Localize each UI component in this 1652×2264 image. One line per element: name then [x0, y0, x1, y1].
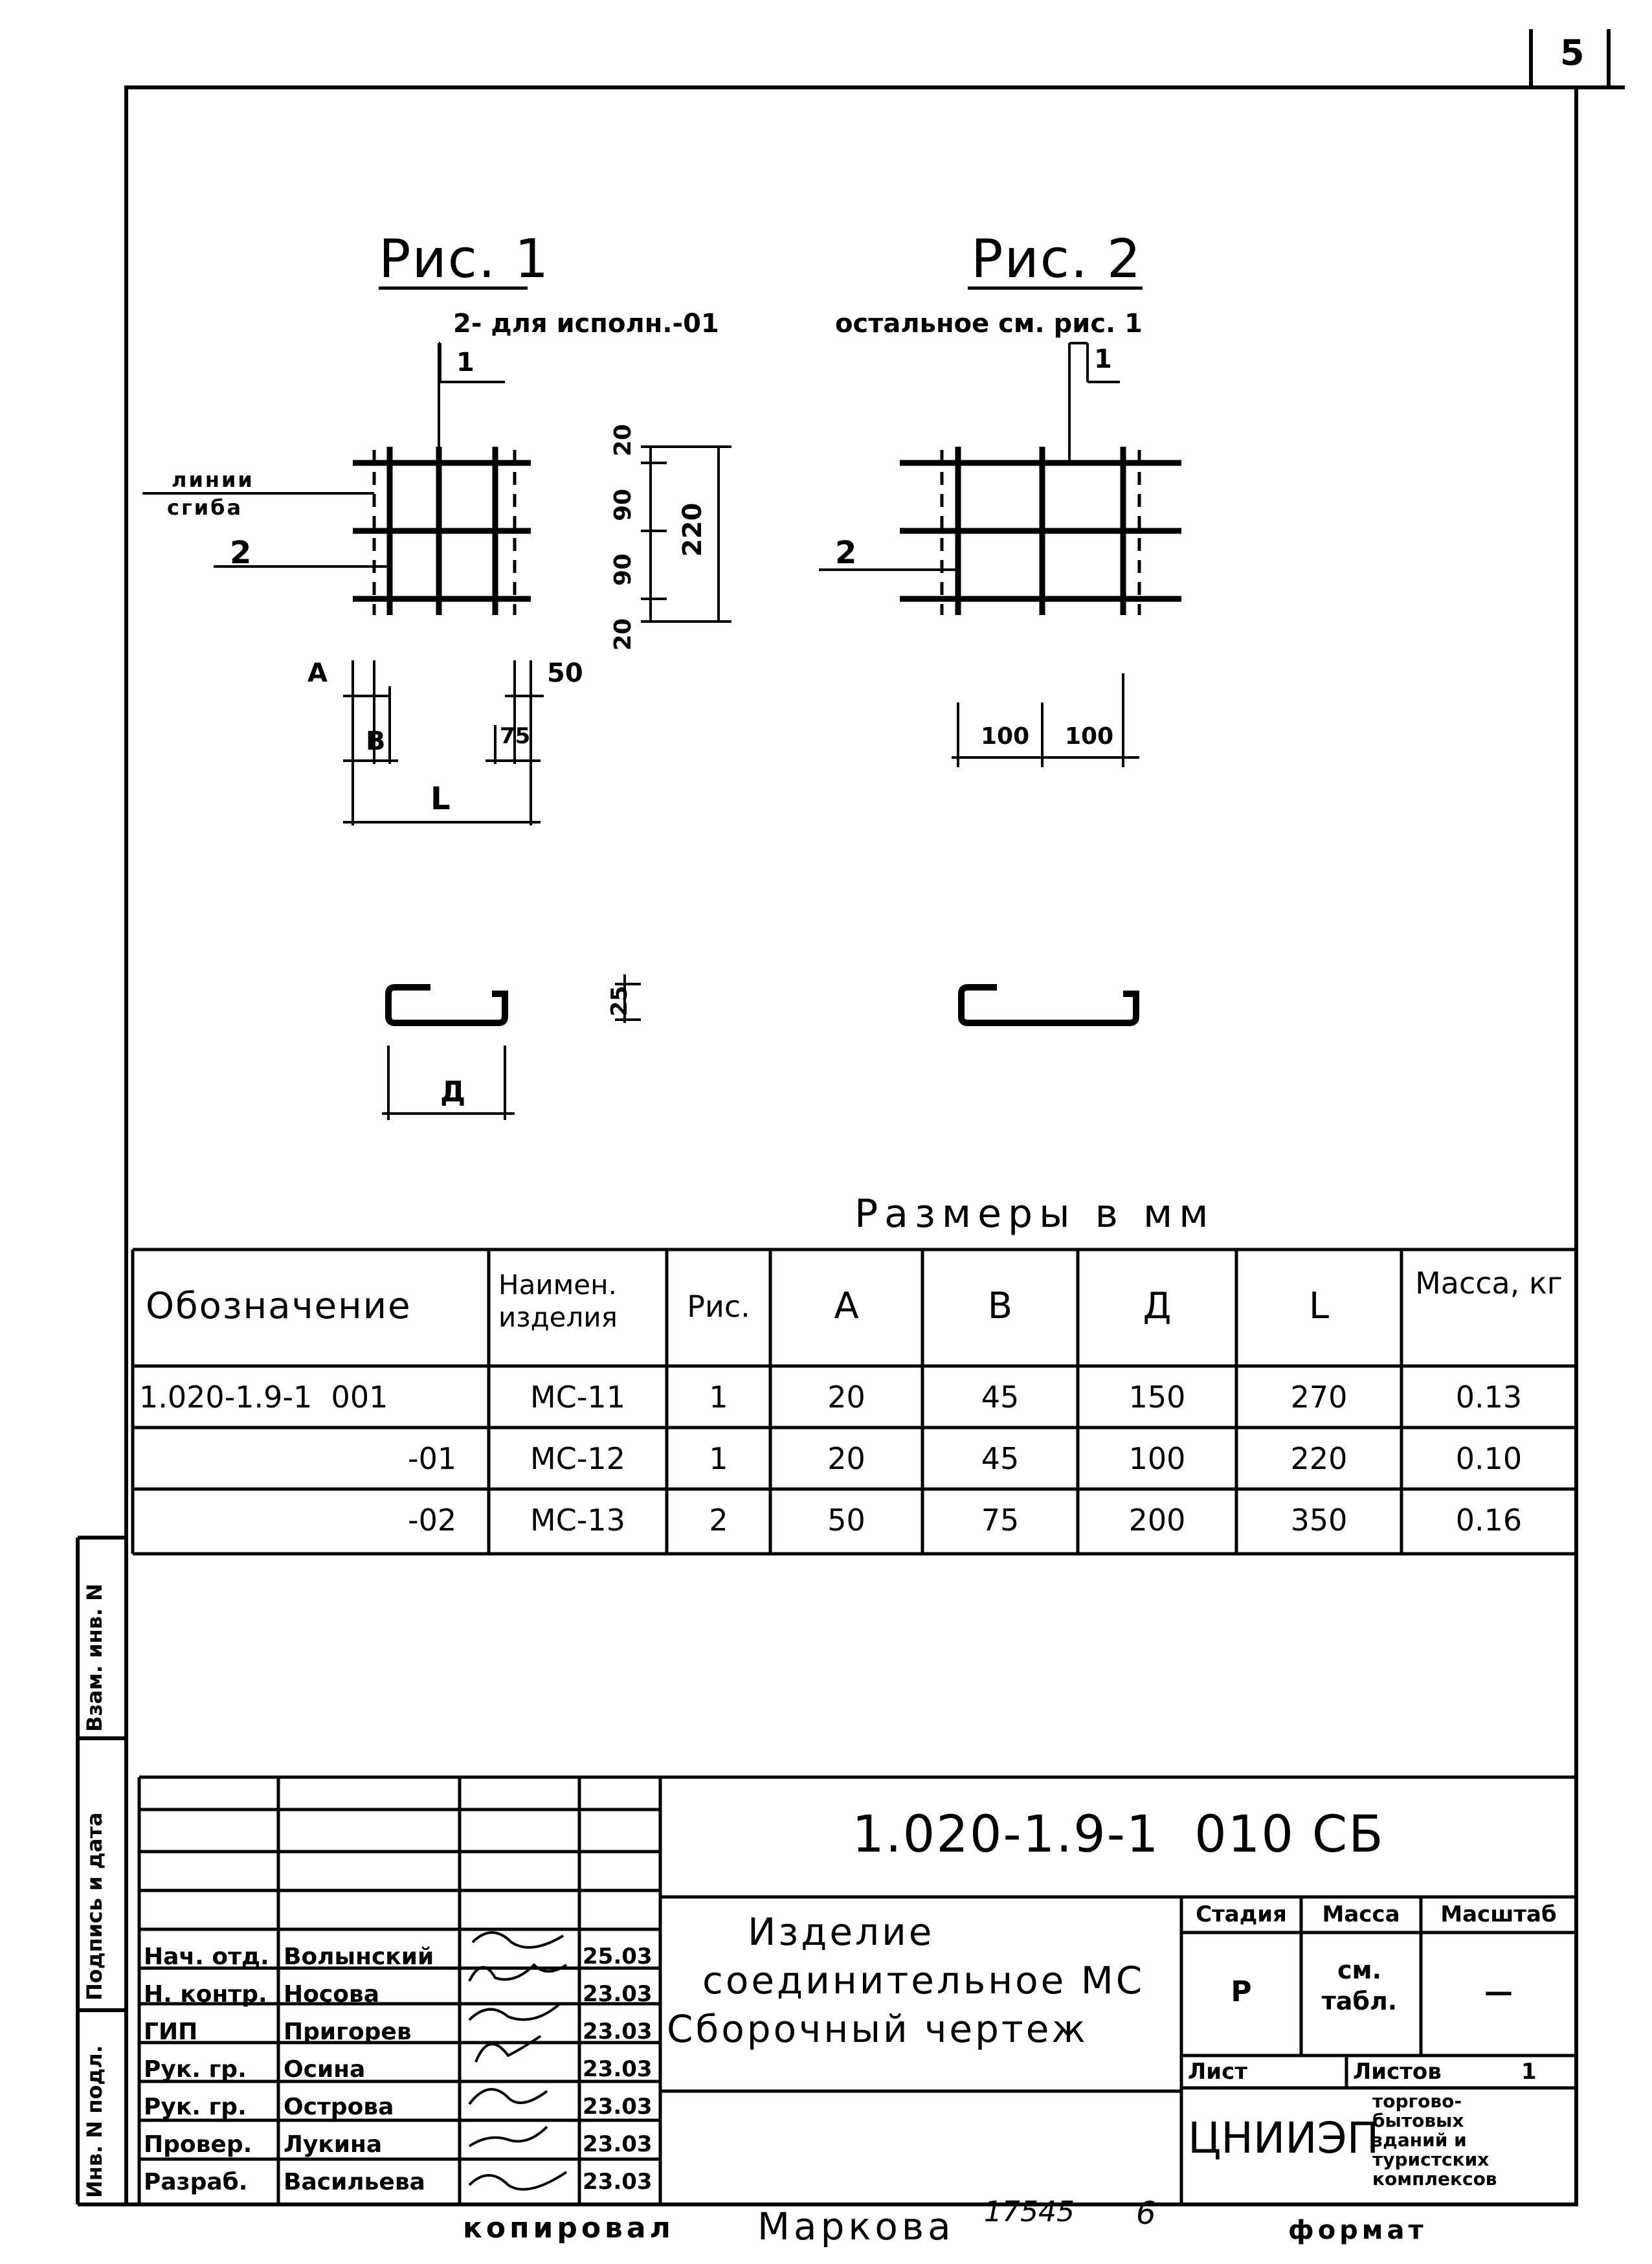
- footer-format-label: формат: [1288, 2215, 1427, 2245]
- sheet-frame: [126, 87, 1576, 2204]
- figure2-note: остальное см. рис. 1: [835, 309, 1143, 339]
- footer-number: 17545: [984, 2195, 1075, 2228]
- staff-role: Нач. отд.: [144, 1944, 269, 1970]
- header-mass: Масса, кг: [1415, 1266, 1563, 1301]
- dim-B: B: [366, 726, 386, 756]
- dim-50: 50: [547, 658, 583, 688]
- staff-date: 23.03: [583, 2019, 653, 2045]
- cell-mass: 0.13: [1455, 1380, 1523, 1415]
- header-L: L: [1308, 1285, 1330, 1327]
- cell-figure: 1: [709, 1441, 728, 1476]
- dim-20-bottom: 20: [610, 618, 636, 651]
- cell-A: 50: [827, 1503, 865, 1538]
- dim-20-top: 20: [610, 423, 636, 456]
- footer-copier-name: Маркова: [757, 2204, 955, 2248]
- sheet-label: Лист: [1188, 2059, 1247, 2085]
- units-note: Размеры в мм: [854, 1191, 1215, 1237]
- cell-L: 350: [1290, 1503, 1348, 1538]
- side-stamp-signature-date: Подпись и дата: [82, 1812, 107, 2001]
- staff-role: Рук. гр.: [144, 2094, 247, 2120]
- figure1-note: 2- для исполн.-01: [453, 309, 719, 339]
- staff-date: 25.03: [583, 1944, 653, 1969]
- item-name-line3: Сборочный чертеж: [667, 2007, 1088, 2051]
- organization-line5: комплексов: [1372, 2168, 1497, 2190]
- cell-item-name: MC-11: [530, 1380, 625, 1415]
- staff-role: Н. контр.: [144, 1981, 267, 2008]
- header-A: A: [834, 1285, 859, 1327]
- staff-name: Лукина: [284, 2131, 383, 2158]
- figure2-drawing: [819, 288, 1181, 1023]
- staff-name: Осина: [284, 2056, 366, 2083]
- bend-lines-label-line1: линии: [172, 467, 254, 492]
- stage-label: Стадия: [1196, 1901, 1287, 1927]
- staff-name: Волынский: [284, 1944, 434, 1970]
- side-stamp-original-inv: Инв. N подл.: [82, 2045, 107, 2198]
- dim-D: Д: [440, 1075, 466, 1108]
- dim-25: 25: [607, 985, 632, 1016]
- footer-copied-label: копировал: [463, 2212, 675, 2245]
- figure1-title: Рис. 1: [379, 229, 550, 290]
- cell-B: 45: [981, 1441, 1020, 1476]
- bend-lines-label-line2: сгиба: [167, 495, 243, 520]
- signatures: [469, 1933, 566, 2190]
- cell-figure: 1: [709, 1380, 728, 1415]
- staff-role: ГИП: [144, 2019, 198, 2045]
- sheets-label: Листов: [1353, 2059, 1442, 2085]
- header-designation: Обозначение: [146, 1285, 412, 1327]
- staff-name: Васильева: [284, 2169, 425, 2195]
- figure1-drawing: [142, 288, 731, 1120]
- side-stamp-replacement-inv: Взам. инв. N: [82, 1584, 107, 1732]
- dim-L: L: [430, 781, 451, 817]
- cell-item-name: MC-12: [530, 1441, 625, 1476]
- cell-B: 45: [981, 1380, 1020, 1415]
- header-figure: Рис.: [687, 1289, 750, 1324]
- organization-line2: бытовых: [1372, 2110, 1464, 2131]
- stage-value: Р: [1231, 1975, 1252, 2008]
- cell-item-name: MC-13: [530, 1503, 625, 1538]
- header-item-name: Наимен. изделия: [498, 1269, 618, 1334]
- cell-B: 75: [981, 1503, 1020, 1538]
- mass-label: Масса: [1322, 1901, 1400, 1927]
- figure1-callout-2: 2: [230, 535, 252, 571]
- cell-figure: 2: [709, 1503, 728, 1538]
- staff-date: 23.03: [583, 2094, 653, 2120]
- cell-mass: 0.16: [1455, 1503, 1523, 1538]
- figure2-callout-1: 1: [1094, 344, 1112, 374]
- organization-line3: зданий и: [1372, 2129, 1467, 2151]
- organization-line1: торгово-: [1372, 2090, 1462, 2112]
- sheets-value: 1: [1521, 2059, 1537, 2085]
- item-name-line1: Изделие: [748, 1910, 935, 1954]
- staff-role: Рук. гр.: [144, 2056, 247, 2083]
- cell-designation: -01: [408, 1441, 457, 1476]
- dim-220-total: 220: [678, 502, 708, 557]
- staff-name: Носова: [284, 1981, 380, 2008]
- figure2-callout-2: 2: [835, 535, 857, 571]
- item-name-line2: соединительное MC: [702, 1958, 1145, 2002]
- cell-A: 20: [827, 1441, 865, 1476]
- mass-value: см. табл.: [1321, 1956, 1398, 2015]
- cell-D: 100: [1128, 1441, 1186, 1476]
- staff-name: Пригорев: [284, 2019, 412, 2045]
- staff-date: 23.03: [583, 1981, 653, 2007]
- organization-line4: туристских: [1372, 2149, 1490, 2170]
- cell-mass: 0.10: [1455, 1441, 1523, 1476]
- staff-date: 23.03: [583, 2169, 653, 2195]
- dim-75: 75: [500, 723, 531, 749]
- header-D: Д: [1143, 1285, 1172, 1327]
- cell-designation: 1.020-1.9-1 001: [139, 1380, 388, 1415]
- header-B: B: [987, 1285, 1013, 1327]
- dim-100-right: 100: [1065, 723, 1114, 750]
- staff-name: Острова: [284, 2094, 394, 2120]
- dim-A: A: [307, 658, 328, 688]
- document-code: 1.020-1.9-1 010 СБ: [852, 1806, 1385, 1864]
- staff-date: 23.03: [583, 2056, 653, 2082]
- dim-100-left: 100: [981, 723, 1030, 750]
- figure2-title: Рис. 2: [971, 229, 1143, 290]
- organization-short: ЦНИИЭП: [1188, 2113, 1379, 2163]
- scale-value: —: [1484, 1975, 1513, 2008]
- footer-sheet: 6: [1136, 2195, 1156, 2232]
- cell-A: 20: [827, 1380, 865, 1415]
- scale-label: Масштаб: [1440, 1901, 1557, 1927]
- cell-L: 220: [1290, 1441, 1348, 1476]
- cell-D: 200: [1128, 1503, 1186, 1538]
- cell-L: 270: [1290, 1380, 1348, 1415]
- dim-90-upper: 90: [610, 488, 636, 521]
- cell-designation: -02: [408, 1503, 457, 1538]
- cell-D: 150: [1128, 1380, 1186, 1415]
- figure1-callout-1: 1: [456, 348, 474, 377]
- staff-date: 23.03: [583, 2131, 653, 2157]
- staff-role: Разраб.: [144, 2169, 248, 2195]
- dim-90-lower: 90: [610, 553, 636, 586]
- page-number: 5: [1560, 32, 1585, 73]
- staff-role: Провер.: [144, 2131, 252, 2158]
